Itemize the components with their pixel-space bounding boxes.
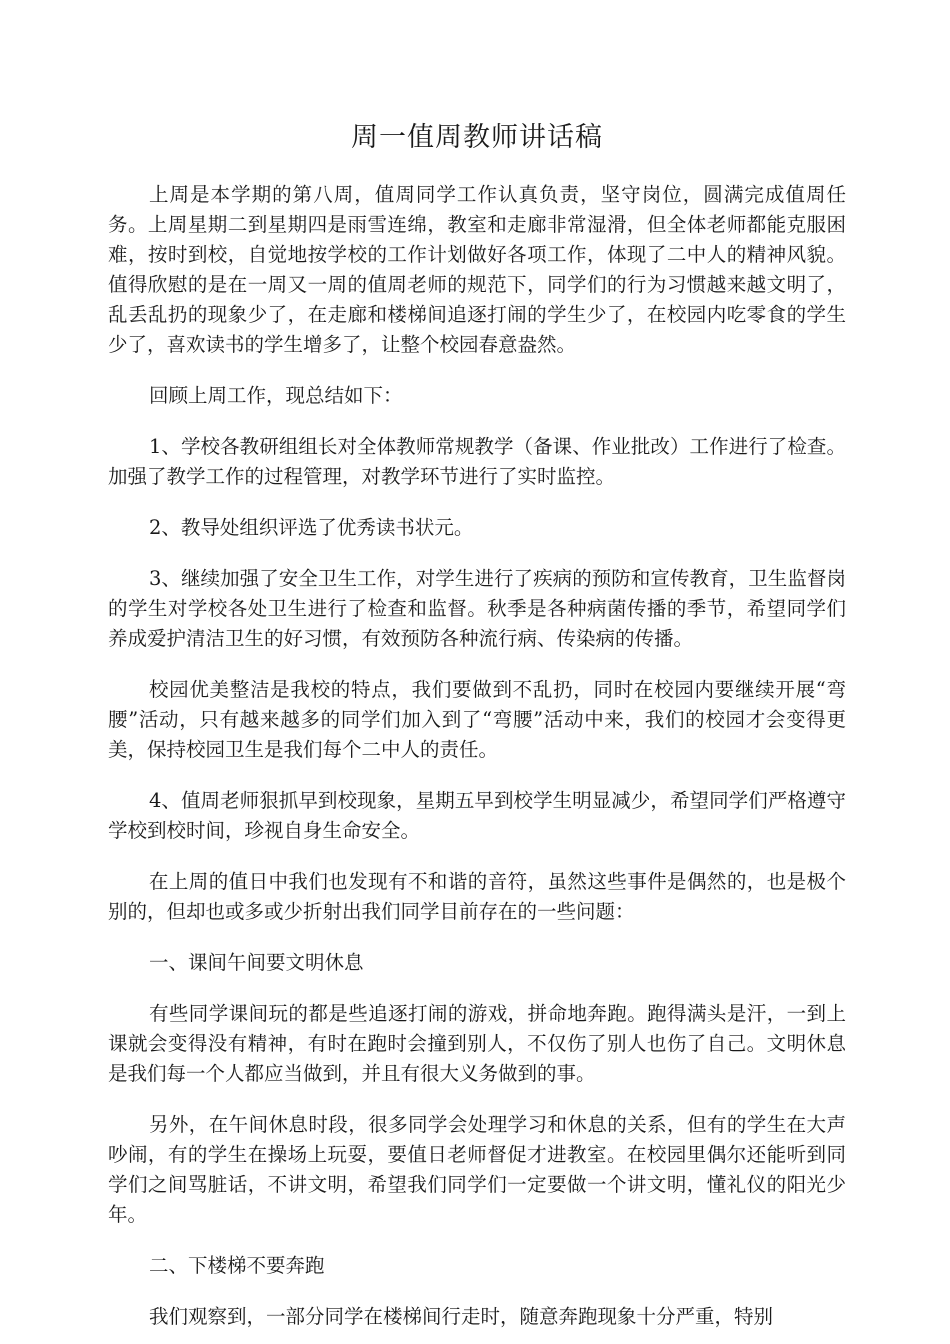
paragraph-intro: 上周是本学期的第八周，值周同学工作认真负责，坚守岗位，圆满完成值周任务。上周星期二到星期四是雨雪连绵，教室和走廊非常湿滑，但全体老师都能克服困难，按时到校，自觉地按学校的工作计划做好各项工作，体现了二中人的精神风貌。值得欣慰的是在一周又一周的值周老师的规范下，同学们的行为习惯越来越文明了，乱丢乱扔的现象少了，在走廊和楼梯间追逐打闹的学生少了，在校园内吃零食的学生少了，喜欢读书的学生增多了，让整个校园春意盎然。 bbox=[108, 183, 846, 356]
paragraph-item-3: 3、继续加强了安全卫生工作，对学生进行了疾病的预防和宣传教育，卫生监督岗的学生对学校各处卫生进行了检查和监督。秋季是各种病菌传播的季节，希望同学们养成爱护清洁卫生的好习惯，有效预防各种流行病、传染病的传播。 bbox=[108, 567, 846, 650]
document-title: 周一值周教师讲话稿 bbox=[351, 122, 603, 153]
section-heading-1: 一、课间午间要文明休息 bbox=[148, 951, 364, 974]
section-heading-2: 二、下楼梯不要奔跑 bbox=[148, 1254, 325, 1277]
paragraph-break-rest: 有些同学课间玩的都是些追逐打闹的游戏，拼命地奔跑。跑得满头是汗，一到上课就会变得没有精神，有时在跑时会撞到别人，不仅伤了别人也伤了自己。文明休息是我们每一个人都应当做到，并且有很大义务做到的事。 bbox=[108, 1002, 846, 1085]
paragraph-stairs: 我们观察到，一部分同学在楼梯间行走时，随意奔跑现象十分严重，特别 bbox=[148, 1305, 773, 1328]
paragraph-item-1: 1、学校各教研组组长对全体教师常规教学（备课、作业批改）工作进行了检查。加强了教学工作的过程管理，对教学环节进行了实时监控。 bbox=[108, 435, 846, 488]
paragraph-item-4: 4、值周老师狠抓早到校现象，星期五早到校学生明显减少，希望同学们严格遵守学校到校时间，珍视自身生命安全。 bbox=[108, 789, 846, 842]
paragraph-item-2: 2、教导处组织评选了优秀读书状元。 bbox=[148, 516, 474, 539]
paragraph-noon-rest: 另外，在午间休息时段，很多同学会处理学习和休息的关系，但有的学生在大声吵闹，有的学生在操场上玩耍，要值日老师督促才进教室。在校园里偶尔还能听到同学们之间骂脏话，不讲文明，希望我们同学们一定要做一个讲文明，懂礼仪的阳光少年。 bbox=[108, 1113, 846, 1226]
paragraph-issues: 在上周的值日中我们也发现有不和谐的音符，虽然这些事件是偶然的，也是极个别的，但却也或多或少折射出我们同学目前存在的一些问题： bbox=[108, 870, 846, 923]
paragraph-campus: 校园优美整洁是我校的特点，我们要做到不乱扔，同时在校园内要继续开展“弯腰”活动，只有越来越多的同学们加入到了“弯腰”活动中来，我们的校园才会变得更美，保持校园卫生是我们每个二中人的责任。 bbox=[108, 678, 846, 761]
paragraph-review: 回顾上周工作，现总结如下： bbox=[148, 384, 403, 407]
